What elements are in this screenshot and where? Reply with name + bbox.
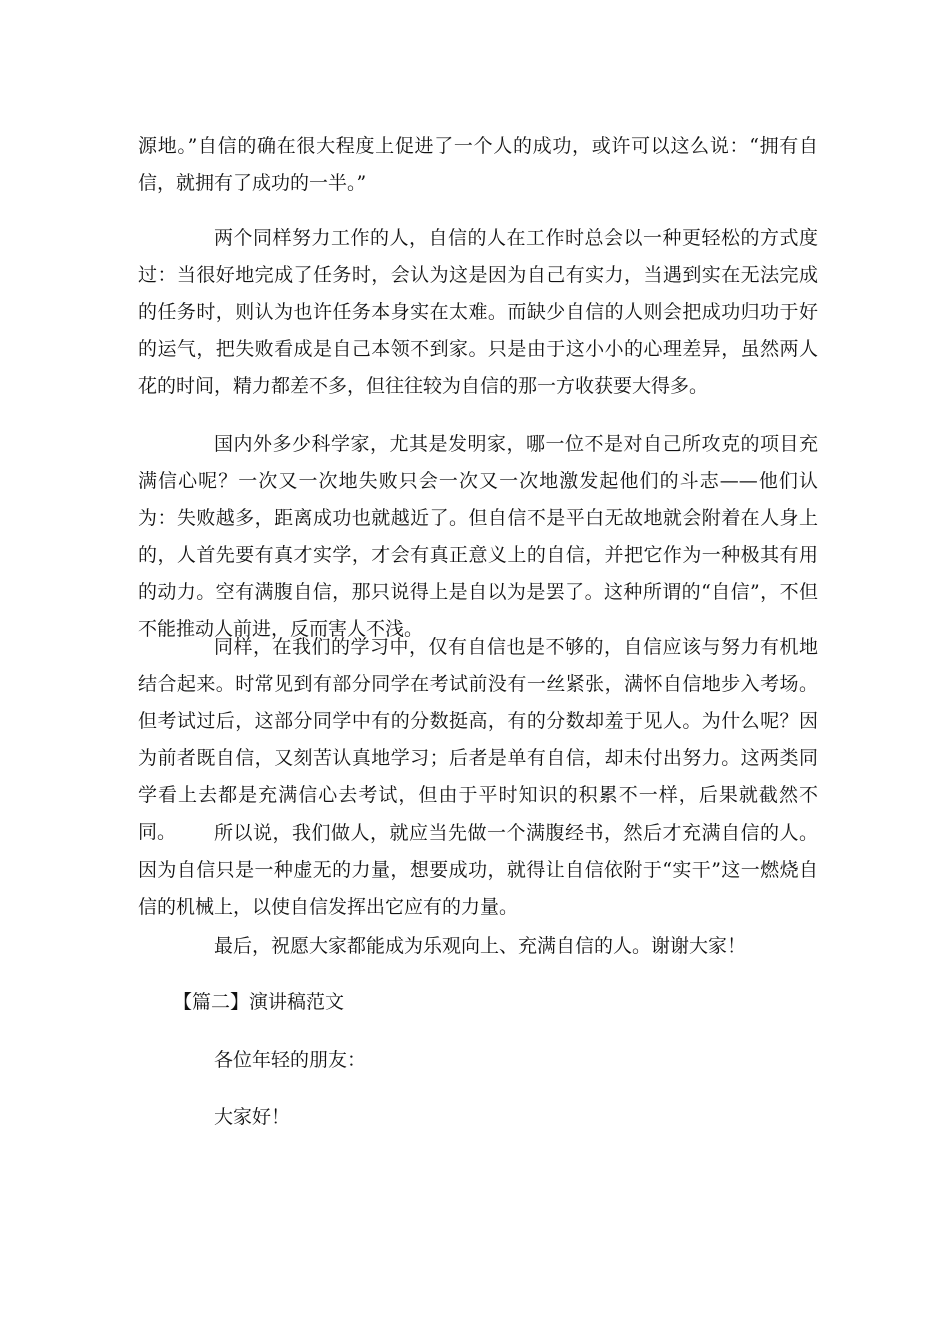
salutation: 各位年轻的朋友： bbox=[214, 1049, 367, 1071]
paragraph-5: 所以说，我们做人，就应当先做一个满腹经书，然后才充满自信的人。因为自信只是一种虚无的力量，想要成功，就得让自信依附于“实干”这一燃烧自信的机械上，以使自信发挥出它应有的力量。 bbox=[138, 822, 818, 918]
paragraph-4: 同样，在我们的学习中，仅有自信也是不够的，自信应该与努力有机地结合起来。时常见到有部分同学在考试前没有一丝紧张，满怀自信地步入考场。但考试过后，这部分同学中有的分数挺高，有的分数却羞于见人。为什么呢？因为前者既自信，又刻苦认真地学习；后者是单有自信，却未付出努力。这两类同学看上去都是充满信心去考试，但由于平时知识的积累不一样，后果就截然不同。 bbox=[138, 636, 818, 843]
paragraph-1: 源地。”自信的确在很大程度上促进了一个人的成功，或许可以这么说：“拥有自信，就拥有了成功的一半。” bbox=[138, 135, 818, 194]
paragraph-3: 国内外多少科学家，尤其是发明家，哪一位不是对自己所攻克的项目充满信心呢？一次又一次地失败只会一次又一次地激发起他们的斗志——他们认为：失败越多，距离成功也就越近了。但自信不是平白无故地就会附着在人身上的，人首先要有真才实学，才会有真正意义上的自信，并把它作为一种极其有用的动力。空有满腹自信，那只说得上是自以为是罢了。这种所谓的“自信”，不但不能推动人前进，反而害人不浅。 bbox=[138, 433, 818, 640]
greeting: 大家好！ bbox=[214, 1106, 291, 1128]
paragraph-6: 最后，祝愿大家都能成为乐观向上、充满自信的人。谢谢大家！ bbox=[214, 935, 747, 957]
section-heading: 【篇二】演讲稿范文 bbox=[173, 991, 345, 1013]
paragraph-2: 两个同样努力工作的人，自信的人在工作时总会以一种更轻松的方式度过：当很好地完成了任务时，会认为这是因为自己有实力，当遇到实在无法完成的任务时，则认为也许任务本身实在太难。而缺少自信的人则会把成功归功于好的运气，把失败看成是自己本领不到家。只是由于这小小的心理差异，虽然两人花的时间，精力都差不多，但往往较为自信的那一方收获要大得多。 bbox=[138, 227, 818, 397]
